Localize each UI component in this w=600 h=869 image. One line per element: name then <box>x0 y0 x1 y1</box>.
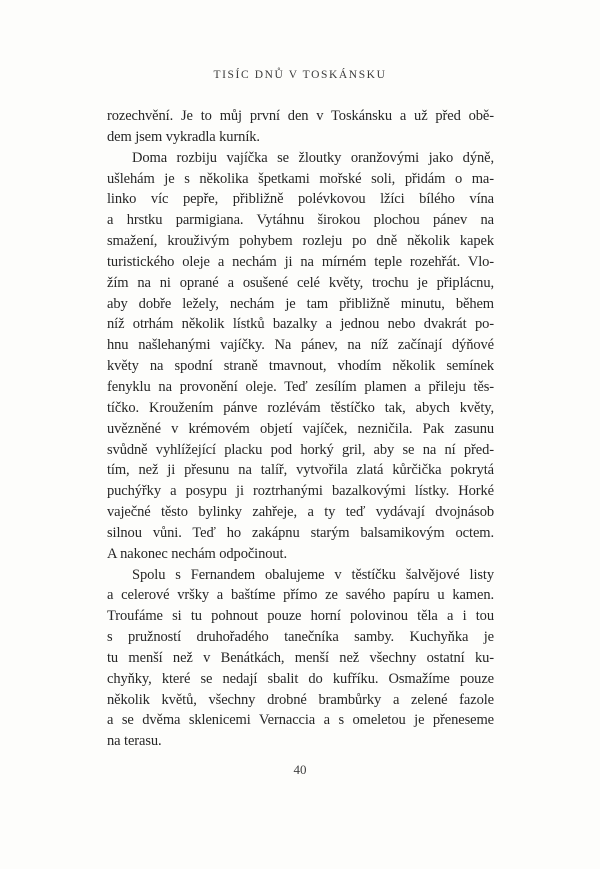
text-line: Doma rozbiju vajíčka se žloutky oranžovými jako dýně, <box>132 149 494 166</box>
body-text <box>107 106 494 752</box>
text-line: linko víc pepře, přibližně polévkovou lžíci bílého vína <box>107 191 494 208</box>
text-line: tíčko. Kroužením pánve rozlévám těstíčko tak, abych květy, <box>107 399 494 416</box>
text-line: ušlehám je s několika špetkami mořské soli, přidám o ma- <box>107 170 494 187</box>
text-line: tím, než ji přesunu na talíř, vytvořila zlatá kůrčička pokrytá <box>107 462 494 479</box>
text-line: s pružností druhořadého tanečníka samby. Kuchyňka je <box>107 629 494 646</box>
text-line: puchýřky a posypu ji roztrhanými bazalkovými lístky. Horké <box>107 483 494 500</box>
text-line: vaječné těsto bylinky zahřeje, a ty teď vydávají dvojnásob <box>107 504 494 521</box>
text-line: A nakonec nechám odpočinout. <box>107 545 288 562</box>
text-line: chyňky, které se nedají sbalit do kufříku. Osmažíme pouze <box>107 670 494 687</box>
page-number: 40 <box>293 762 307 777</box>
text-line: uvězněné v krémovém objetí vajíček, nezničila. Pak zasunu <box>107 420 494 437</box>
text-line: žím na ni oprané a osušené celé květy, trochu je připlácnu, <box>107 274 494 291</box>
text-line: a se dvěma sklenicemi Vernaccia a s omeletou je přeneseme <box>107 712 494 729</box>
text-line: květy na spodní straně tmavnout, vhodím několik semínek <box>107 358 494 375</box>
running-header: TISÍC DNŮ V TOSKÁNSKU <box>213 69 387 81</box>
text-line: Spolu s Fernandem obalujeme v těstíčku šalvějové listy <box>132 566 494 583</box>
text-line: několik květů, všechny drobné brambůrky a zelené fazole <box>107 691 494 708</box>
text-line: a hrstku parmigiana. Vytáhnu širokou plochou pánev na <box>107 212 494 229</box>
text-line: Troufáme si tu pohnout pouze horní polovinou těla a i tou <box>107 608 494 625</box>
text-line: a celerové vršky a baštíme přímo ze savého papíru u kamen. <box>107 587 494 604</box>
text-line: fenyklu na provonění oleje. Teď zesílím plamen a přileju těs- <box>107 378 494 395</box>
text-line: svůdně vyhlížející placku pod horký gril, aby se na ní před- <box>107 441 494 458</box>
text-line: tu menší než v Benátkách, menší než všechny ostatní ku- <box>107 649 494 666</box>
text-line: aby dobře ležely, nechám je tam přibližně minutu, během <box>107 295 494 312</box>
text-line: turistického oleje a nechám ji na mírném teple rozehřát. Vlo- <box>107 253 494 270</box>
text-line: smažení, krouživým pohybem rozleju po dně několik kapek <box>107 233 494 250</box>
text-line: na terasu. <box>107 733 162 750</box>
text-line: dem jsem vykradla kurník. <box>107 128 260 145</box>
text-line: níž otrhám několik lístků bazalky a jednou nebo dvakrát po- <box>107 316 494 333</box>
text-line: rozechvění. Je to můj první den v Toskánsku a už před obě- <box>107 108 494 124</box>
text-line: silnou vůni. Teď ho zakápnu starým balsamikovým octem. <box>107 524 494 541</box>
text-line: hnu našlehanými vajíčky. Na pánev, na níž začínají dýňové <box>107 337 494 354</box>
